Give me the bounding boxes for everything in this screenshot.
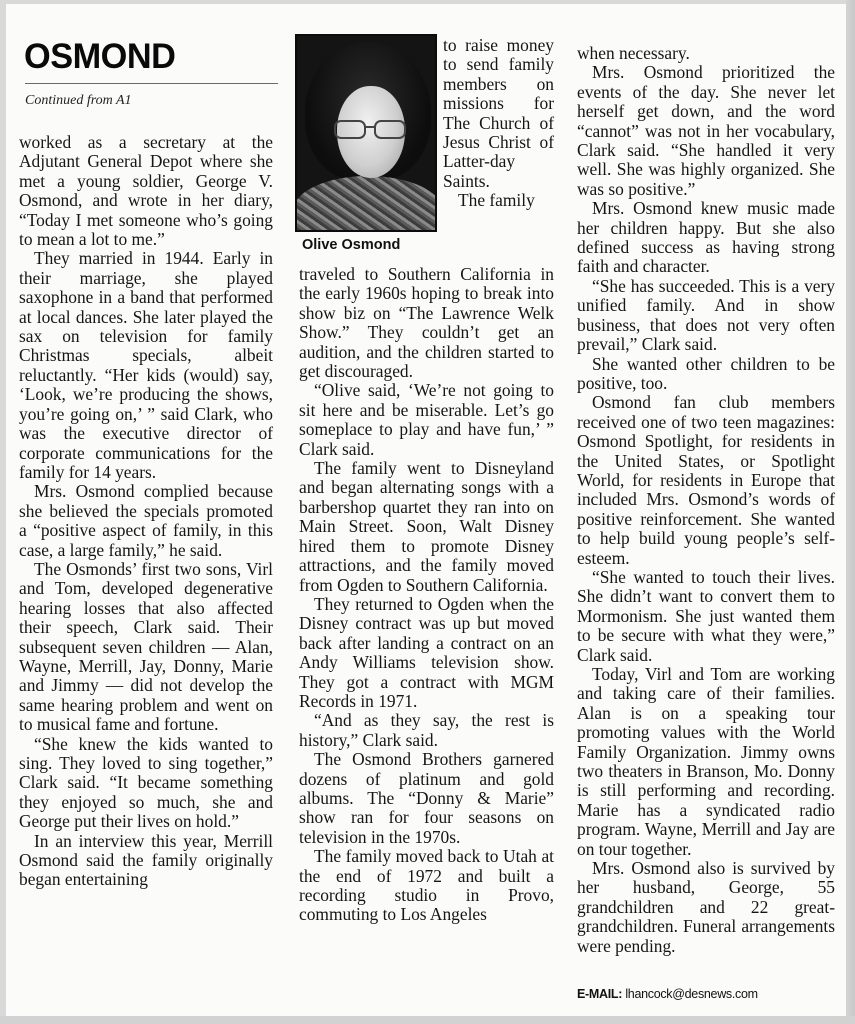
column-2-beside-photo [443,36,554,211]
scan-edge-right [846,0,855,1024]
headline-rule [25,83,278,84]
continued-from-label: Continued from A1 [25,93,132,108]
paragraph: Osmond fan club members received one of two teen magazines: Osmond Spotlight, for residents in the United States, or Spotlight World, for residents in Europe that included Mrs. Osmond’s words of positive reinforcement. She wanted to help build young people’s self-esteem. [577,392,835,568]
paragraph: “She knew the kids wanted to sing. They loved to sing together,” Clark said. “It became something they enjoyed so much, she and George put their lives on hold.” [19,733,273,832]
email-label: E-MAIL: [577,987,623,1001]
paragraph: “She wanted to touch their lives. She didn’t want to convert them to Mormonism. She just wanted them to be secure with what they were,” Clark said. [577,566,835,665]
paragraph: “She has succeeded. This is a very unified family. And in show business, that does not very often prevail,” Clark said. [577,275,835,355]
photo-caption: Olive Osmond [302,237,401,253]
paragraph: “Olive said, ‘We’re not going to sit here and be miserable. Let’s go someplace to play and have fun,’ ” Clark said. [299,380,554,459]
paragraph: Today, Virl and Tom are working and taking care of their families. Alan is on a speaking tour promoting values with the World Family Organization. Jimmy owns two theaters in Branson, Mo. Donny is still performing and recording. Marie has a syndicated radio program. Wayne, Merrill and Jay are on tour together. [577,664,835,859]
paragraph: They returned to Ogden when the Disney contract was up but moved back after landing a contract on an Andy Williams television show. They got a contract with MGM Records in 1971. [299,593,554,711]
column-1 [19,133,273,890]
paragraph: worked as a secretary at the Adjutant General Depot where she met a young soldier, George V. Osmond, and wrote in her diary, “Today I met someone who’s going to mean a lot to me.” [19,132,273,250]
column-2 [299,265,554,925]
paragraph: Mrs. Osmond complied because she believed the specials promoted a “positive aspect of family, in this case, a large family,” he said. [19,481,273,560]
paragraph: They married in 1944. Early in their marriage, she played saxophone in a band that performed at local dances. She later played the sax on television for family Christmas specials, albeit reluctantly. “Her kids (would) say, ‘Look, we’re producing the shows, you’re going on,’ ” said Clark, who was the executive director of corporate communications for the family for 14 years. [19,248,273,482]
email-address[interactable]: lhancock@desnews.com [625,987,758,1001]
headline: OSMOND [24,37,176,76]
column-3 [577,44,835,956]
paragraph: The family went to Disneyland and began alternating songs with a barbershop quartet they ran into on Main Street. Soon, Walt Disney hired them to promote Disney attractions, and the family moved from Ogden to Southern California. [299,458,554,595]
paragraph: The family moved back to Utah at the end of 1972 and built a recording studio in Provo, commuting to Los Angeles [299,846,554,925]
scan-edge-bottom [0,1016,855,1024]
paragraph: to raise money to send family members on missions for The Church of Jesus Christ of Latter-day Saints. [443,35,554,191]
paragraph: She wanted other children to be positive, too. [577,353,835,393]
paragraph: traveled to Southern California in the early 1960s hoping to break into show biz on “The Lawrence Welk Show.” They couldn’t get an audition, and the children started to get discouraged. [299,264,554,382]
portrait-photo [295,34,437,232]
photo-shoulders [295,176,437,232]
paragraph: The family [458,190,535,211]
paragraph: The Osmonds’ first two sons, Virl and Tom, developed degenerative hearing losses that also affected their speech, Clark said. Their subsequent seven children — Alan, Wayne, Merrill, Jay, Donny, Marie and Jimmy — did not develop the same hearing problem and went on to musical fame and fortune. [19,558,273,735]
paragraph: when necessary. [577,43,690,63]
paragraph: Mrs. Osmond prioritized the events of the day. She never let herself get down, and the word “cannot” was not in her vocabulary, Clark said. “She handled it very well. She was highly organized. She was so positive.” [577,62,835,199]
author-email [577,987,758,1001]
paragraph: “And as they say, the rest is history,” Clark said. [299,710,554,750]
paragraph: Mrs. Osmond also is survived by her husband, George, 55 grandchildren and 22 great-grandchildren. Funeral arrangements were pending. [577,858,835,956]
paragraph: Mrs. Osmond knew music made her children happy. But she also defined success as having strong faith and character. [577,198,835,277]
paragraph: In an interview this year, Merrill Osmond said the family originally began entertaining [19,830,273,890]
paragraph: The Osmond Brothers garnered dozens of platinum and gold albums. The “Donny & Marie” show ran for four seasons on television in the 1970s. [299,749,554,847]
photo-glasses-icon [329,118,413,142]
